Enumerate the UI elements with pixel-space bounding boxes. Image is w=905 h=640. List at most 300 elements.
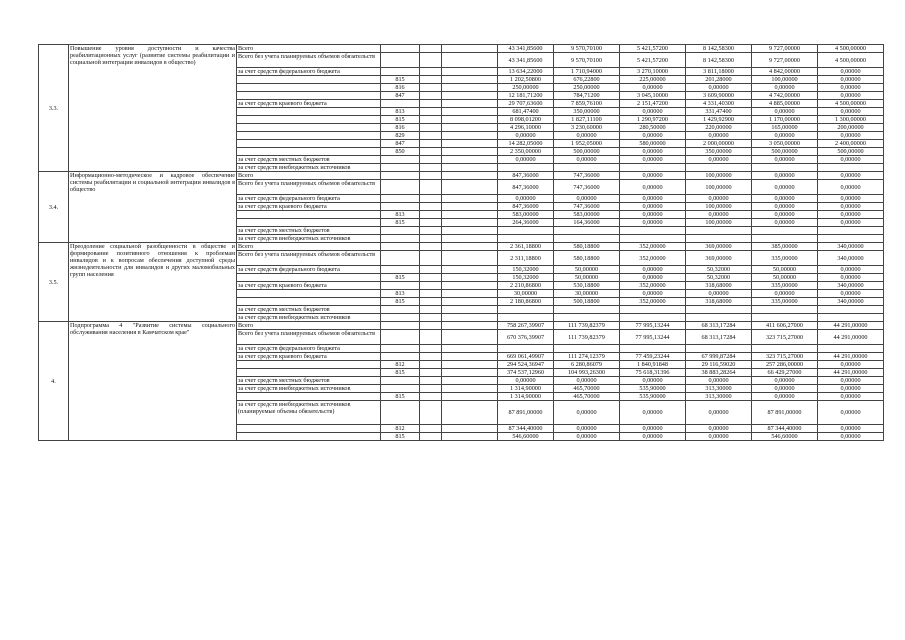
empty-cell: [420, 76, 442, 84]
amount-cell: [554, 235, 620, 243]
funding-source: [237, 369, 381, 377]
empty-cell: [420, 425, 442, 433]
amount-cell: 44 291,00000: [818, 353, 884, 361]
amount-cell: 847,36000: [498, 172, 554, 180]
amount-cell: 0,00000: [818, 76, 884, 84]
amount-cell: 3 230,60000: [554, 124, 620, 132]
amount-cell: 4 500,00000: [818, 100, 884, 108]
amount-cell: 6 280,86079: [554, 361, 620, 369]
ministry-code: 812: [381, 361, 420, 369]
amount-cell: 318,68000: [686, 282, 752, 290]
empty-cell: [420, 180, 442, 195]
funding-source: [237, 298, 381, 306]
amount-cell: 0,00000: [686, 211, 752, 219]
ministry-code: [381, 172, 420, 180]
section-name: Преодоление социальной разобщенности в обществе и формирование позитивного отношения к проблемам инвалидов и к вопросам обеспечения доступной среды жизнедеятельности для инвалидов и других маломобильных групп населения: [69, 243, 237, 322]
amount-cell: 43 341,85600: [498, 45, 554, 53]
amount-cell: 30,00000: [554, 290, 620, 298]
funding-source: Всего без учета планируемых объемов обязательств: [237, 330, 381, 345]
amount-cell: [554, 227, 620, 235]
empty-cell: [420, 140, 442, 148]
empty-cell: [442, 45, 498, 53]
amount-cell: 546,60000: [752, 433, 818, 441]
amount-cell: 313,30000: [686, 385, 752, 393]
amount-cell: 670 376,39907: [498, 330, 554, 345]
amount-cell: 4 742,00000: [752, 92, 818, 100]
amount-cell: 0,00000: [620, 219, 686, 227]
amount-cell: 335,00000: [752, 282, 818, 290]
amount-cell: 0,00000: [752, 156, 818, 164]
amount-cell: 68 313,17284: [686, 330, 752, 345]
amount-cell: 8 142,58300: [686, 53, 752, 68]
empty-cell: [442, 227, 498, 235]
amount-cell: 87 344,40000: [752, 425, 818, 433]
amount-cell: 12 181,71200: [498, 92, 554, 100]
amount-cell: 2 151,47200: [620, 100, 686, 108]
ministry-code: 815: [381, 393, 420, 401]
amount-cell: 465,70000: [554, 385, 620, 393]
amount-cell: 0,00000: [752, 203, 818, 211]
amount-cell: 0,00000: [752, 290, 818, 298]
funding-source: за счет средств местных бюджетов: [237, 227, 381, 235]
amount-cell: 0,00000: [686, 195, 752, 203]
amount-cell: 200,00000: [818, 124, 884, 132]
table-row: [39, 172, 884, 180]
amount-cell: [498, 345, 554, 353]
amount-cell: 318,68000: [686, 298, 752, 306]
amount-cell: 0,00000: [818, 180, 884, 195]
amount-cell: 0,00000: [752, 211, 818, 219]
amount-cell: 0,00000: [686, 401, 752, 425]
ministry-code: 815: [381, 369, 420, 377]
amount-cell: 44 291,00000: [818, 369, 884, 377]
empty-cell: [420, 68, 442, 76]
amount-cell: 50,00000: [554, 274, 620, 282]
amount-cell: 0,00000: [752, 84, 818, 92]
empty-cell: [420, 377, 442, 385]
funding-source: [237, 92, 381, 100]
amount-cell: [818, 164, 884, 172]
amount-cell: 4 500,00000: [818, 45, 884, 53]
empty-cell: [420, 203, 442, 211]
empty-cell: [420, 282, 442, 290]
amount-cell: 0,00000: [554, 377, 620, 385]
table-row: [39, 45, 884, 53]
amount-cell: 500,00000: [752, 148, 818, 156]
ministry-code: [381, 100, 420, 108]
amount-cell: [818, 227, 884, 235]
funding-source: за счет средств федерального бюджета: [237, 345, 381, 353]
budget-table-body: [39, 45, 884, 441]
ministry-code: [381, 203, 420, 211]
funding-source: [237, 84, 381, 92]
empty-cell: [420, 108, 442, 116]
amount-cell: 747,36000: [554, 180, 620, 195]
amount-cell: 1 840,91848: [620, 361, 686, 369]
funding-source: [237, 219, 381, 227]
empty-cell: [442, 156, 498, 164]
amount-cell: 87 891,00000: [752, 401, 818, 425]
amount-cell: 0,00000: [686, 156, 752, 164]
amount-cell: 4 500,00000: [818, 53, 884, 68]
amount-cell: 9 727,00000: [752, 45, 818, 53]
funding-source: за счет средств краевого бюджета: [237, 203, 381, 211]
amount-cell: [498, 314, 554, 322]
amount-cell: 5 421,57200: [620, 45, 686, 53]
section-index: 4.: [39, 322, 69, 441]
empty-cell: [420, 330, 442, 345]
amount-cell: [554, 345, 620, 353]
amount-cell: 500,18800: [554, 298, 620, 306]
empty-cell: [442, 124, 498, 132]
empty-cell: [420, 401, 442, 425]
amount-cell: [818, 345, 884, 353]
amount-cell: 352,00000: [620, 282, 686, 290]
amount-cell: 164,36000: [554, 219, 620, 227]
amount-cell: 0,00000: [818, 156, 884, 164]
amount-cell: 150,32000: [498, 266, 554, 274]
amount-cell: 0,00000: [818, 195, 884, 203]
amount-cell: 100,00000: [686, 180, 752, 195]
amount-cell: 0,00000: [686, 425, 752, 433]
ministry-code: [381, 306, 420, 314]
amount-cell: 352,00000: [620, 251, 686, 266]
empty-cell: [420, 251, 442, 266]
empty-cell: [420, 266, 442, 274]
amount-cell: 340,00000: [818, 251, 884, 266]
amount-cell: 0,00000: [620, 172, 686, 180]
ministry-code: [381, 68, 420, 76]
empty-cell: [442, 92, 498, 100]
empty-cell: [420, 322, 442, 330]
funding-source: Всего: [237, 45, 381, 53]
amount-cell: 2 000,00000: [686, 140, 752, 148]
amount-cell: 7 859,76100: [554, 100, 620, 108]
amount-cell: 66 429,27000: [752, 369, 818, 377]
amount-cell: 2 361,18800: [498, 243, 554, 251]
funding-source: за счет средств федерального бюджета: [237, 68, 381, 76]
ministry-code: [381, 330, 420, 345]
amount-cell: 77 995,13244: [620, 322, 686, 330]
empty-cell: [420, 84, 442, 92]
amount-cell: [498, 306, 554, 314]
empty-cell: [420, 172, 442, 180]
empty-cell: [442, 314, 498, 322]
empty-cell: [420, 92, 442, 100]
amount-cell: 257 286,00000: [752, 361, 818, 369]
amount-cell: 3 045,10000: [620, 92, 686, 100]
amount-cell: 4 296,10000: [498, 124, 554, 132]
funding-source: Всего без учета планируемых объемов обязательств: [237, 180, 381, 195]
amount-cell: [554, 164, 620, 172]
amount-cell: 29 707,63600: [498, 100, 554, 108]
amount-cell: 0,00000: [620, 433, 686, 441]
amount-cell: 0,00000: [498, 377, 554, 385]
amount-cell: 87 344,40000: [498, 425, 554, 433]
amount-cell: 676,22800: [554, 76, 620, 84]
ministry-code: 850: [381, 148, 420, 156]
funding-source: Всего: [237, 172, 381, 180]
amount-cell: 43 341,85600: [498, 53, 554, 68]
empty-cell: [420, 116, 442, 124]
amount-cell: 250,00000: [554, 84, 620, 92]
amount-cell: 0,00000: [752, 195, 818, 203]
empty-cell: [442, 76, 498, 84]
amount-cell: 29 116,59020: [686, 361, 752, 369]
empty-cell: [442, 68, 498, 76]
amount-cell: 201,28000: [686, 76, 752, 84]
funding-source: [237, 361, 381, 369]
amount-cell: [686, 164, 752, 172]
amount-cell: 150,32000: [498, 274, 554, 282]
empty-cell: [420, 53, 442, 68]
empty-cell: [420, 433, 442, 441]
amount-cell: 583,00000: [554, 211, 620, 219]
amount-cell: 535,90000: [620, 393, 686, 401]
section-name: Подпрограмма 4 "Развитие системы социального обслуживания населения в Камчатском крае": [69, 322, 237, 441]
amount-cell: [620, 306, 686, 314]
amount-cell: 50,32000: [686, 274, 752, 282]
ministry-code: 815: [381, 219, 420, 227]
amount-cell: 225,00000: [620, 76, 686, 84]
amount-cell: 0,00000: [620, 377, 686, 385]
ministry-code: [381, 282, 420, 290]
ministry-code: [381, 401, 420, 425]
amount-cell: 583,00000: [498, 211, 554, 219]
amount-cell: 3 609,90000: [686, 92, 752, 100]
ministry-code: [381, 345, 420, 353]
amount-cell: 44 291,00000: [818, 322, 884, 330]
amount-cell: 847,36000: [498, 180, 554, 195]
amount-cell: [818, 306, 884, 314]
empty-cell: [442, 433, 498, 441]
empty-cell: [442, 243, 498, 251]
amount-cell: 13 634,22000: [498, 68, 554, 76]
funding-source: [237, 132, 381, 140]
ministry-code: [381, 164, 420, 172]
funding-source: Всего: [237, 322, 381, 330]
empty-cell: [420, 219, 442, 227]
amount-cell: 44 291,00000: [818, 330, 884, 345]
amount-cell: 681,47400: [498, 108, 554, 116]
amount-cell: 111 739,82379: [554, 330, 620, 345]
amount-cell: 374 537,12960: [498, 369, 554, 377]
amount-cell: [818, 314, 884, 322]
amount-cell: 1 290,97200: [620, 116, 686, 124]
amount-cell: 335,00000: [752, 298, 818, 306]
ministry-code: 816: [381, 84, 420, 92]
amount-cell: 280,50000: [620, 124, 686, 132]
funding-source: [237, 433, 381, 441]
empty-cell: [442, 164, 498, 172]
amount-cell: [620, 314, 686, 322]
amount-cell: 0,00000: [620, 84, 686, 92]
amount-cell: 0,00000: [818, 393, 884, 401]
amount-cell: 0,00000: [818, 92, 884, 100]
amount-cell: 9 570,70100: [554, 45, 620, 53]
amount-cell: 111 739,82379: [554, 322, 620, 330]
amount-cell: 340,00000: [818, 298, 884, 306]
amount-cell: 3 811,18000: [686, 68, 752, 76]
amount-cell: 1 429,92900: [686, 116, 752, 124]
funding-source: за счет средств местных бюджетов: [237, 306, 381, 314]
ministry-code: 829: [381, 132, 420, 140]
amount-cell: 0,00000: [620, 211, 686, 219]
amount-cell: [554, 314, 620, 322]
amount-cell: 331,47400: [686, 108, 752, 116]
amount-cell: 165,00000: [752, 124, 818, 132]
table-row: [39, 243, 884, 251]
amount-cell: 1 952,05000: [554, 140, 620, 148]
amount-cell: 75 618,31396: [620, 369, 686, 377]
empty-cell: [442, 306, 498, 314]
section-name: Информационно-методическое и кадровое обеспечение системы реабилитации и социальной интеграции инвалидов в общество: [69, 172, 237, 243]
empty-cell: [420, 361, 442, 369]
amount-cell: 0,00000: [818, 132, 884, 140]
empty-cell: [420, 124, 442, 132]
ministry-code: [381, 385, 420, 393]
amount-cell: 0,00000: [818, 219, 884, 227]
amount-cell: 580,18800: [554, 251, 620, 266]
empty-cell: [442, 274, 498, 282]
amount-cell: 1 314,90000: [498, 393, 554, 401]
empty-cell: [420, 100, 442, 108]
amount-cell: 747,36000: [554, 172, 620, 180]
amount-cell: 0,00000: [818, 401, 884, 425]
ministry-code: [381, 322, 420, 330]
amount-cell: 0,00000: [752, 180, 818, 195]
empty-cell: [442, 195, 498, 203]
amount-cell: 0,00000: [620, 274, 686, 282]
funding-source: [237, 425, 381, 433]
empty-cell: [442, 53, 498, 68]
amount-cell: 0,00000: [818, 84, 884, 92]
amount-cell: 4 842,00000: [752, 68, 818, 76]
ministry-code: [381, 180, 420, 195]
amount-cell: [620, 227, 686, 235]
ministry-code: 813: [381, 211, 420, 219]
ministry-code: [381, 53, 420, 68]
section-name: Повышение уровня доступности и качества реабилитационных услуг (развитие системы реабилитации и социальной интеграции инвалидов в общество): [69, 45, 237, 172]
amount-cell: 535,90000: [620, 385, 686, 393]
empty-cell: [420, 298, 442, 306]
amount-cell: 0,00000: [620, 290, 686, 298]
amount-cell: 4 331,40300: [686, 100, 752, 108]
ministry-code: [381, 45, 420, 53]
empty-cell: [442, 148, 498, 156]
empty-cell: [442, 393, 498, 401]
amount-cell: 313,30000: [686, 393, 752, 401]
amount-cell: 8 098,01200: [498, 116, 554, 124]
amount-cell: 2 180,86800: [498, 298, 554, 306]
amount-cell: 323 715,27000: [752, 330, 818, 345]
amount-cell: 0,00000: [818, 377, 884, 385]
ministry-code: 815: [381, 298, 420, 306]
empty-cell: [442, 235, 498, 243]
amount-cell: 1 170,00000: [752, 116, 818, 124]
amount-cell: 294 524,36947: [498, 361, 554, 369]
amount-cell: 111 274,12379: [554, 353, 620, 361]
ministry-code: [381, 243, 420, 251]
amount-cell: 100,00000: [686, 203, 752, 211]
amount-cell: 0,00000: [686, 84, 752, 92]
amount-cell: 0,00000: [752, 132, 818, 140]
amount-cell: 369,00000: [686, 251, 752, 266]
funding-source: Всего без учета планируемых объемов обязательств: [237, 53, 381, 68]
amount-cell: 77 459,23244: [620, 353, 686, 361]
amount-cell: 3 270,10000: [620, 68, 686, 76]
amount-cell: 3 050,00000: [752, 140, 818, 148]
empty-cell: [442, 330, 498, 345]
empty-cell: [442, 132, 498, 140]
amount-cell: 411 606,27000: [752, 322, 818, 330]
empty-cell: [442, 425, 498, 433]
amount-cell: 100,00000: [752, 76, 818, 84]
amount-cell: [620, 345, 686, 353]
ministry-code: 847: [381, 140, 420, 148]
amount-cell: 0,00000: [818, 385, 884, 393]
funding-source: за счет средств федерального бюджета: [237, 195, 381, 203]
amount-cell: [752, 345, 818, 353]
empty-cell: [442, 345, 498, 353]
amount-cell: 50,00000: [752, 274, 818, 282]
empty-cell: [442, 211, 498, 219]
amount-cell: 50,00000: [554, 266, 620, 274]
amount-cell: 530,18800: [554, 282, 620, 290]
amount-cell: 500,00000: [818, 148, 884, 156]
empty-cell: [442, 203, 498, 211]
funding-source: [237, 148, 381, 156]
funding-source: [237, 108, 381, 116]
amount-cell: 500,00000: [554, 148, 620, 156]
empty-cell: [420, 314, 442, 322]
amount-cell: 0,00000: [752, 393, 818, 401]
ministry-code: 816: [381, 124, 420, 132]
funding-source: за счет средств внебюджетных источников: [237, 164, 381, 172]
empty-cell: [420, 306, 442, 314]
empty-cell: [420, 148, 442, 156]
empty-cell: [442, 282, 498, 290]
amount-cell: 0,00000: [818, 172, 884, 180]
empty-cell: [420, 156, 442, 164]
amount-cell: 100,00000: [686, 172, 752, 180]
empty-cell: [420, 243, 442, 251]
amount-cell: 1 710,94000: [554, 68, 620, 76]
amount-cell: 30,00000: [498, 290, 554, 298]
empty-cell: [420, 274, 442, 282]
empty-cell: [442, 322, 498, 330]
empty-cell: [420, 45, 442, 53]
funding-source: за счет средств внебюджетных источников: [237, 314, 381, 322]
amount-cell: [498, 235, 554, 243]
section-index: 3.4.: [39, 172, 69, 243]
ministry-code: [381, 377, 420, 385]
ministry-code: 815: [381, 274, 420, 282]
ministry-code: 815: [381, 76, 420, 84]
ministry-code: [381, 251, 420, 266]
empty-cell: [442, 361, 498, 369]
amount-cell: 580,00000: [620, 140, 686, 148]
amount-cell: 352,00000: [620, 243, 686, 251]
funding-source: за счет средств местных бюджетов: [237, 377, 381, 385]
amount-cell: 0,00000: [620, 132, 686, 140]
amount-cell: [752, 314, 818, 322]
amount-cell: 0,00000: [498, 195, 554, 203]
empty-cell: [420, 345, 442, 353]
amount-cell: 0,00000: [554, 401, 620, 425]
funding-source: [237, 140, 381, 148]
amount-cell: 50,00000: [752, 266, 818, 274]
